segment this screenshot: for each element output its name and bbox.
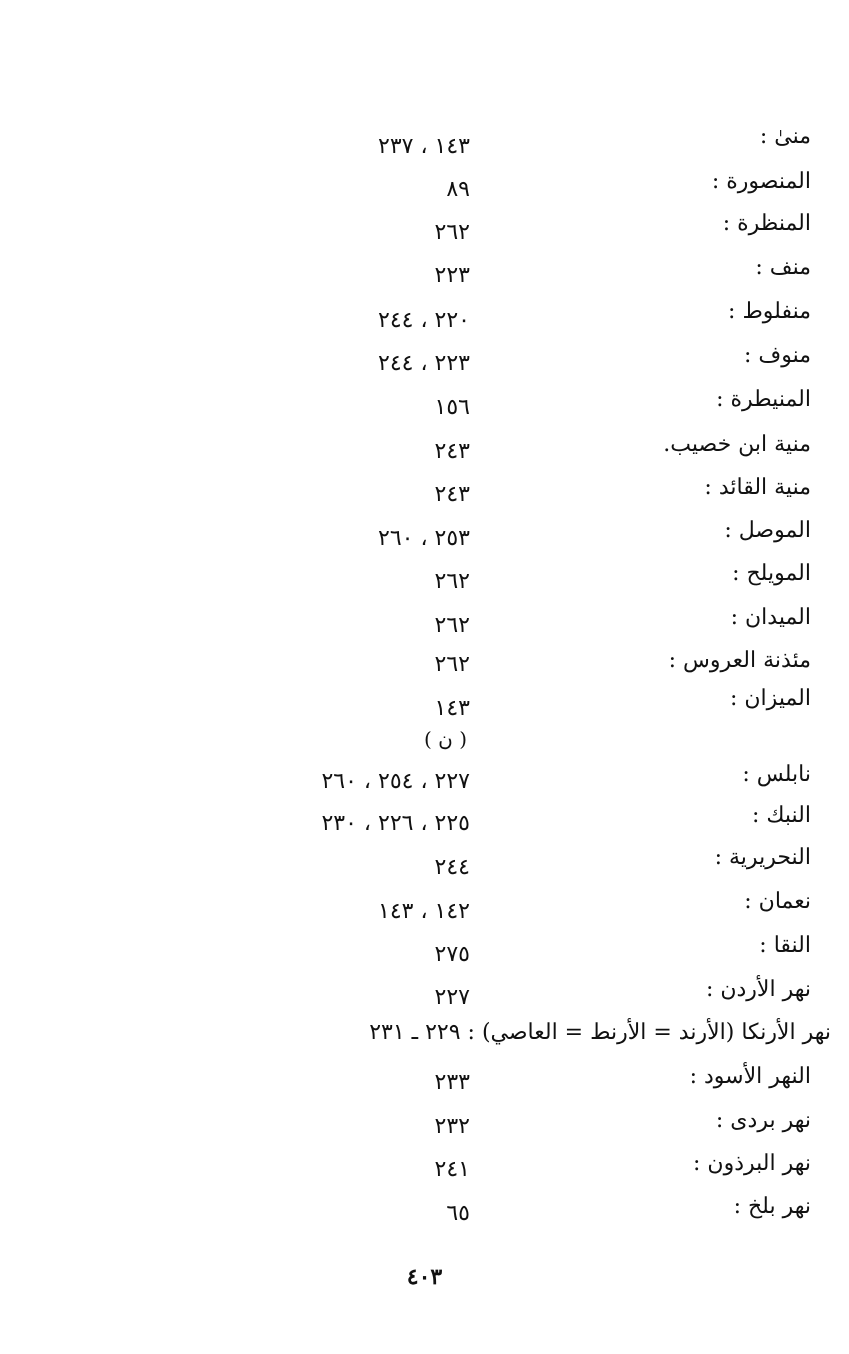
index-term: المنصورة :: [711, 169, 811, 194]
index-term: منية القائد :: [704, 475, 811, 500]
index-term: نهر بلخ :: [733, 1194, 811, 1219]
index-term: منية ابن خصيب.: [663, 432, 811, 457]
index-pages: ١٤٢ ، ١٤٣: [378, 899, 470, 924]
index-term: النقا :: [759, 933, 811, 958]
index-term: الميدان :: [730, 605, 811, 630]
index-entry-full-line: نهر الأرنكا (الأرند = الأرنط = العاصي) : ٢٢٩ ـ ٢٣١: [369, 1020, 831, 1045]
index-pages: ١٤٣ ، ٢٣٧: [378, 134, 470, 159]
index-pages: ٢٦٢: [434, 652, 470, 677]
index-term: نهر الأردن :: [705, 977, 811, 1002]
index-term: النحريرية :: [714, 845, 811, 870]
index-pages: ٢٢٥ ، ٢٢٦ ، ٢٣٠: [321, 811, 470, 836]
index-pages: ٢٢٠ ، ٢٤٤: [378, 308, 470, 333]
index-term: نهر البرذون :: [693, 1151, 811, 1176]
index-pages: ١٥٦: [434, 395, 470, 420]
index-pages: ٢٢٣: [434, 263, 470, 288]
index-term: النهر الأسود :: [689, 1064, 811, 1089]
index-term: المنيطرة :: [716, 387, 811, 412]
page-number: ٤٠٣: [406, 1264, 443, 1290]
index-pages: ٦٥: [446, 1201, 470, 1226]
index-pages: ٢٢٣ ، ٢٤٤: [378, 351, 470, 376]
index-pages: ٢٣٣: [434, 1070, 470, 1095]
index-term: المنظرة :: [722, 211, 811, 236]
index-term: منفلوط :: [728, 299, 811, 324]
index-pages: ٢٢٧: [434, 985, 470, 1010]
index-term: نعمان :: [744, 889, 811, 914]
section-letter: ( ن ): [423, 727, 467, 751]
index-pages: ٢٢٧ ، ٢٥٤ ، ٢٦٠: [321, 769, 470, 794]
index-pages: ١٤٣: [434, 696, 470, 721]
index-pages: ٢٤٤: [434, 855, 470, 880]
index-pages: ٢٧٥: [434, 942, 470, 967]
index-term: منف :: [755, 255, 811, 280]
index-pages: ٢٦٢: [434, 569, 470, 594]
index-term: النبك :: [751, 803, 811, 828]
index-term: منىٰ :: [759, 124, 811, 149]
index-term: نهر بردى :: [715, 1108, 811, 1133]
index-pages: ٢٦٢: [434, 613, 470, 638]
index-pages: ٨٩: [446, 177, 470, 202]
index-pages: ٢٥٣ ، ٢٦٠: [378, 526, 470, 551]
index-pages: ٢٤٣: [434, 439, 470, 464]
index-pages: ٢٤٣: [434, 482, 470, 507]
index-term: المويلح :: [732, 561, 811, 586]
index-pages: ٢٤١: [434, 1157, 470, 1182]
index-term: منوف :: [744, 343, 811, 368]
index-term: نابلس :: [742, 762, 811, 787]
index-pages: ٢٣٢: [434, 1114, 470, 1139]
index-term: الميزان :: [730, 686, 811, 711]
index-term: الموصل :: [724, 518, 811, 543]
index-pages: ٢٦٢: [434, 220, 470, 245]
index-term: مئذنة العروس :: [668, 648, 811, 673]
